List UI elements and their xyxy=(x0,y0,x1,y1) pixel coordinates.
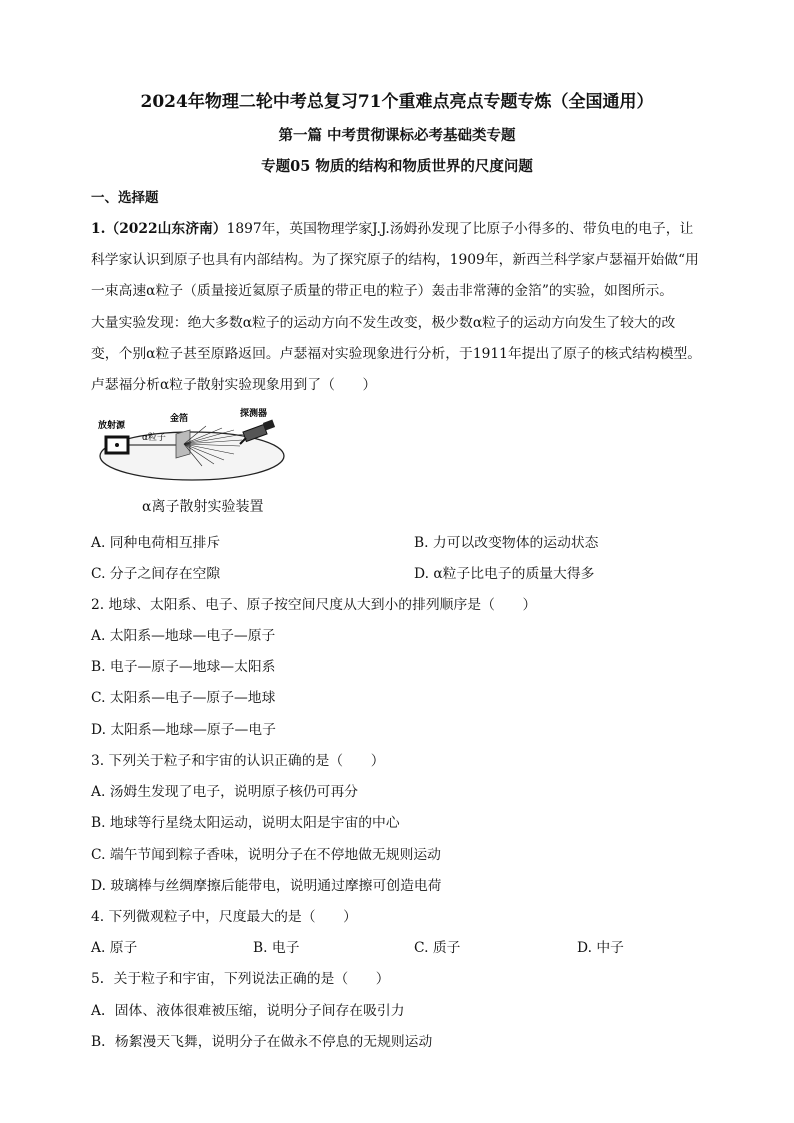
q1-option-a[interactable]: A. 同种电荷相互排斥 xyxy=(91,535,221,551)
q3-option-d[interactable]: D. 玻璃棒与丝绸摩擦后能带电，说明通过摩擦可创造电荷 xyxy=(91,878,442,894)
q1-number: 1. xyxy=(91,221,106,237)
section-heading: 一、选择题 xyxy=(91,190,159,206)
q1-option-d[interactable]: D. α粒子比电子的质量大得多 xyxy=(414,566,595,582)
q3-option-b[interactable]: B. 地球等行星绕太阳运动，说明太阳是宇宙的中心 xyxy=(91,815,400,831)
q2-stem: 2. 地球、太阳系、电子、原子按空间尺度从大到小的排列顺序是（ ） xyxy=(91,597,537,613)
q1-line-1 xyxy=(91,217,693,237)
part-title: 第一篇 中考贯彻课标必考基础类专题 xyxy=(278,127,516,144)
q5-option-a[interactable]: A．固体、液体很难被压缩，说明分子间存在吸引力 xyxy=(91,1003,405,1019)
detector-label: 探测器 xyxy=(240,409,268,419)
q1-line-6: 卢瑟福分析α粒子散射实验现象用到了（ ） xyxy=(91,377,377,393)
q4-option-b[interactable]: B. 电子 xyxy=(253,940,300,956)
q1-line-2: 科学家认识到原子也具有内部结构。为了探究原子的结构，1909年，新西兰科学家卢瑟福开始做“用 xyxy=(91,252,699,268)
q1-option-c[interactable]: C. 分子之间存在空隙 xyxy=(91,566,221,582)
q1-line-3: 一束高速α粒子（质量接近氦原子质量的带正电的粒子）轰击非常薄的金箔”的实验，如图所示。 xyxy=(91,283,674,299)
document-title: 2024年物理二轮中考总复习71个重难点亮点专题专炼（全国通用） xyxy=(140,92,654,112)
q1-source: （2022山东济南） xyxy=(105,221,227,237)
q1-line-5: 变，个别α粒子甚至原路返回。卢瑟福对实验现象进行分析，于1911年提出了原子的核式结构模型。 xyxy=(91,346,702,362)
source-label: 放射源 xyxy=(98,421,126,431)
q1-text: 1897年，英国物理学家J.J.汤姆孙发现了比原子小得多的、带负电的电子，让 xyxy=(226,221,694,237)
q5-option-b[interactable]: B．杨絮漫天飞舞，说明分子在做永不停息的无规则运动 xyxy=(91,1034,433,1050)
q4-option-d[interactable]: D. 中子 xyxy=(577,940,624,956)
q3-option-c[interactable]: C. 端午节闻到粽子香味，说明分子在不停地做无规则运动 xyxy=(91,847,441,863)
q2-option-b[interactable]: B. 电子—原子—地球—太阳系 xyxy=(91,659,276,675)
q4-option-c[interactable]: C. 质子 xyxy=(414,940,461,956)
q5-stem: 5．关于粒子和宇宙，下列说法正确的是（ ） xyxy=(91,971,390,987)
q4-stem: 4. 下列微观粒子中，尺度最大的是（ ） xyxy=(91,909,357,925)
q4-option-a[interactable]: A. 原子 xyxy=(91,940,138,956)
q2-option-d[interactable]: D. 太阳系—地球—原子—电子 xyxy=(91,722,276,738)
q1-option-b[interactable]: B. 力可以改变物体的运动状态 xyxy=(414,535,599,551)
q3-option-a[interactable]: A. 汤姆生发现了电子，说明原子核仍可再分 xyxy=(91,784,359,800)
particle-label: α粒子 xyxy=(142,433,166,443)
q3-stem: 3. 下列关于粒子和宇宙的认识正确的是（ ） xyxy=(91,753,385,769)
topic-title: 专题05 物质的结构和物质世界的尺度问题 xyxy=(261,158,533,175)
alpha-scattering-figure xyxy=(94,404,290,484)
foil-label: 金箔 xyxy=(170,414,189,424)
figure-caption: α离子散射实验装置 xyxy=(142,499,264,515)
q2-option-a[interactable]: A. 太阳系—地球—电子—原子 xyxy=(91,628,276,644)
q2-option-c[interactable]: C. 太阳系—电子—原子—地球 xyxy=(91,690,276,706)
q1-line-4: 大量实验发现：绝大多数α粒子的运动方向不发生改变，极少数α粒子的运动方向发生了较大的改 xyxy=(91,315,676,331)
